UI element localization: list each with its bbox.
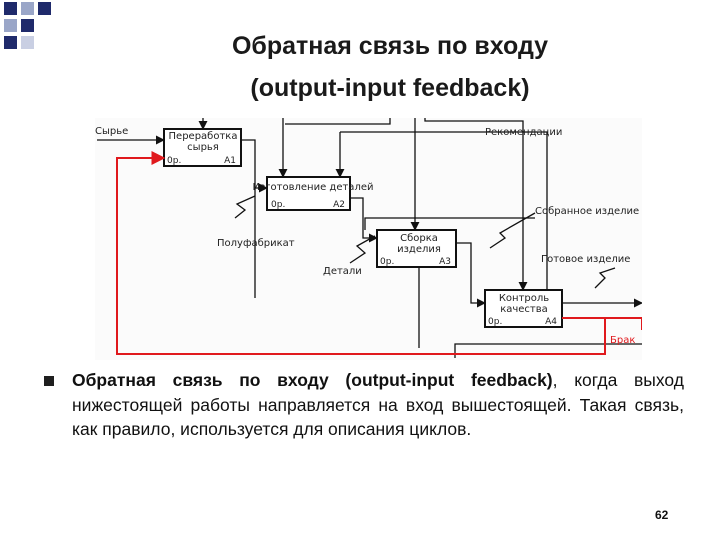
label-defect: Брак [610,335,636,346]
box-a2-id: A2 [333,200,345,210]
slide-title-line2: (output-input feedback) [250,74,530,102]
idef0-diagram [95,118,642,360]
box-a2 [253,177,374,210]
body-rest-text: , когда выход нижестоящей работы направляется на вход вышестоящей. Такая связь, как правило, используется для описания циклов. [72,370,684,439]
box-a2-cost: 0р. [271,200,286,210]
box-a1 [164,129,241,166]
box-a3-line1: Сборка [400,233,438,244]
box-a1-id: A1 [224,156,236,166]
label-details: Детали [323,266,362,277]
box-a3-line2: изделия [397,244,441,255]
box-a4-id: A4 [545,317,557,327]
label-recommendations: Рекомендации [485,127,563,138]
page-number: 62 [655,508,669,522]
box-a4-line2: качества [500,304,548,315]
box-a3-cost: 0р. [380,257,395,267]
box-a1-line1: Переработка [168,131,238,142]
box-a4-cost: 0р. [488,317,503,327]
box-a2-line1: Изготовление деталей [252,182,374,193]
box-a4-line1: Контроль [498,293,550,304]
box-a1-line2: сырья [187,142,219,153]
box-a1-cost: 0р. [167,156,182,166]
label-assembled: Собранное изделие [535,206,640,217]
label-semi: Полуфабрикат [217,238,295,249]
body-bold-term: Обратная связь по входу (output-input feedback) [72,370,553,390]
box-a4 [485,290,562,327]
box-a3-id: A3 [439,257,451,267]
bullet-marker [44,376,54,386]
corner-decoration [0,0,80,60]
label-finished: Готовое изделие [541,254,631,265]
slide-title-line1: Обратная связь по входу [231,32,549,60]
box-a3 [377,230,456,267]
label-raw: Сырье [95,126,129,137]
body-paragraph [72,368,684,442]
